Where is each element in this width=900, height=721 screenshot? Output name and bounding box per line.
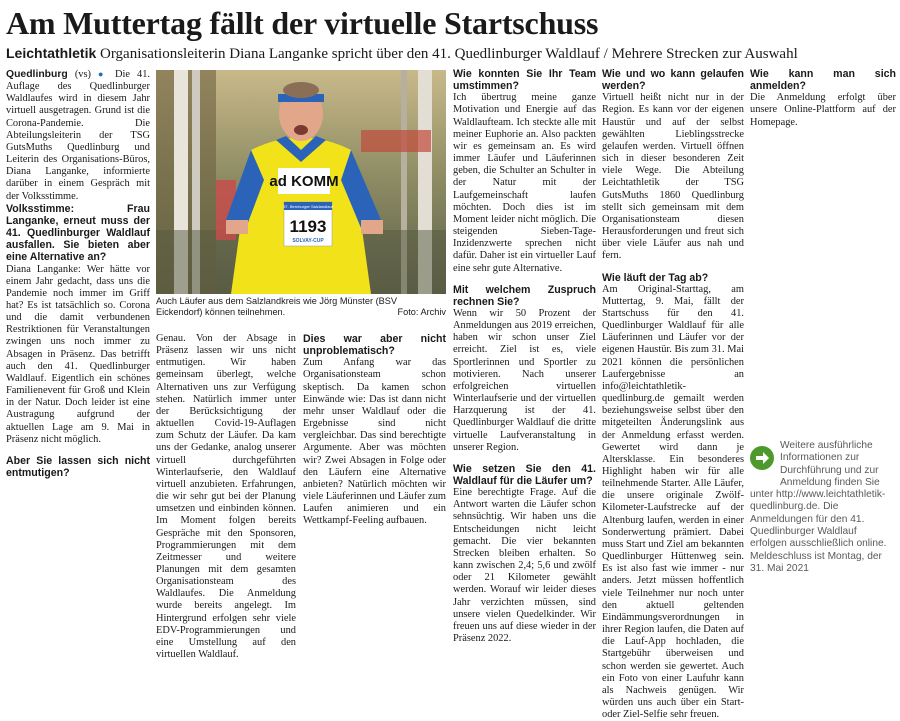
question-6: Wie setzen Sie den 41. Waldlauf für die Läufer um?	[453, 462, 596, 487]
question-8: Wie läuft der Tag ab?	[602, 271, 709, 284]
dateline-author: (vs)	[74, 69, 91, 80]
bib-sponsor: SOLVAY-CUP	[292, 238, 324, 244]
shirt-logo: ad KOMM	[269, 173, 339, 190]
answer-9: Die Anmeldung erfolgt über unsere Online-Plattform auf der Homepage.	[750, 92, 896, 128]
answer-1-text: Wer hätte vor einem Jahr gedacht, dass uns die Pandemie noch immer im Griff hat? Es ist tatsächlich so. Corona und die damit verbundenen Restriktionen für Veranstaltungen zwingen uns noch immer zu Absagen in Präsenz. Das betrifft auch den 41. Quedlinburger Waldlauf. Eigentlich ein schönes Familienevent für Groß und Klein in der Natur. Doch leider ist eine Austragung aufgrund der aktuellen Lage am 9. Mai in Präsenz nicht möglich.	[6, 263, 150, 445]
column-4	[453, 68, 596, 645]
caption-text: Auch Läufer aus dem Salzlandkreis wie Jörg Münster (BSV Eickendorf) können teilnehmen.	[156, 296, 398, 317]
column-1	[6, 68, 150, 576]
question-7: Wie und wo kann gelaufen werden?	[602, 68, 744, 93]
article-photo	[156, 70, 446, 294]
info-text: Weitere ausführliche Informationen zur Durchführung und zur Anmeldung finden Sie unter http://www.leichtathletik-quedlinburg.de. Die Anmeldungen für den 41. Quedlinburger Waldlauf erfolgen ausschließlich online. Meldeschluss ist Montag, der 31. Mai 2021	[750, 440, 887, 574]
question-1: Volksstimme: Frau Langanke, erneut muss der 41. Quedlinburger Waldlauf ausfallen. Sie bieten aber eine Alternative an?	[6, 202, 150, 264]
question-3: Dies war aber nicht unproblematisch?	[303, 333, 446, 358]
answer-6: Eine berechtigte Frage. Auf die Antwort warten die Läufer schon sehnsüchtig. Wir haben uns die Entscheidungen nicht leicht gemacht. Die vier bekannten Strecken bleiben erhalten. So kann zwischen 2,4; 5,6 und zwölf oder 21 Kilometer gewählt werden. Worauf wir leider dieses Jahr verzichten müssen, sind unsere vielen Quedelkinder. Wir freuen uns auf diese wieder in der Präsenz 2022.	[453, 487, 596, 645]
bib-number: 1193	[289, 217, 327, 236]
column-6	[750, 68, 896, 438]
headline: Am Muttertag fällt der virtuelle Startschuss	[6, 5, 599, 41]
answer-4: Ich übertrug meine ganze Motivation und Energie auf das Waldlaufteam. Ich steckte alle mit meiner Euphorie an. Also packten wir es gemeinsam an. Es wird immer Läufer und Läuferinnen geben, die Schulter an Schulter in der Natur mit der Laufgemeinschaft laufen möchten. Doch dies ist im Moment leider nicht möglich. Die steigenden Sieben-Tage-Inzidenzwerte sprechen nicht dafür. Daher ist ein virtueller Lauf eine sehr gute Alternative.	[453, 92, 596, 274]
intro-paragraph	[6, 68, 150, 203]
intro-text: Die 41. Auflage des Quedlinburger Waldlaufes wird in diesem Jahr virtuell ausgetragen. Grund ist die Corona-Pandemie. Die Abteilungsleiterin der TSG GutsMuths Quedlinburg und Leiterin des Organisations-Büros, Diana Langanke, informierte darüber in einem Gespräch mit der Volksstimme.	[6, 69, 150, 202]
question-4: Wie konnten Sie Ihr Team umstimmen?	[453, 68, 596, 93]
bib-header: 37. Bernburger Salzlandlauf	[283, 204, 333, 209]
info-box	[750, 440, 896, 575]
answer-3: Zum Anfang war das Organisationsteam schon skeptisch. Da kamen schon Einwände wie: Das ist dann nicht mehr unser Waldlauf oder die Ergebnisse sind nicht vergleichbar. Das sind berechtigte Argumente. Aber was möchten wir? Zwei Absagen in Folge oder den Läufern eine Alternative anbieten? Natürlich möchten wir viele Läuferinnen und Läufer zum Laufen animieren und ein Wettkampf-Feeling aufbauen.	[303, 357, 446, 527]
answer-7: Virtuell heißt nicht nur in der Region. Es kann vor der eigenen Haustür und auf der selbst gewählten Lieblingsstrecke gelaufen werden. Virtuell öffnen sich in dieser besonderen Zeit viele Wege. Die Abteilung Leichtathletik der TSG GutsMuths 1860 Quedlinburg stellt sich gemeinsam mit dem Organisationsteam diesen Herausforderungen und freut sich über viele Läufer aus nah und fern.	[602, 92, 744, 262]
runner-photo	[156, 70, 446, 294]
subheadline-text: Organisationsleiterin Diana Langanke spricht über den 41. Quedlinburger Waldlauf / Mehrere Strecken zur Auswahl	[100, 46, 798, 62]
answer-5: Wenn wir 50 Prozent der Anmeldungen aus 2019 erreichen, haben wir schon unser Ziel erreicht. Ziel ist es, viele Sportlerinnen und Sportler zu motivieren. Nach unserer erfolgreichen virtuellen Winterlaufserie und der virtuellen Harzquerung ist der 41. Quedlinburger Waldlauf die dritte virtuelle Laufveranstaltung in unserer Region.	[453, 307, 596, 453]
rubric-label: Leichtathletik	[6, 45, 97, 61]
answer-1-speaker: Diana Langanke:	[6, 263, 81, 275]
dateline-place: Quedlinburg	[6, 69, 68, 80]
dateline-dot-icon: ●	[98, 69, 108, 79]
arrow-right-icon	[750, 446, 774, 470]
answer-8: Am Original-Starttag, am Muttertag, 9. Mai, fällt der Startschuss für den 41. Quedlinburger Waldlauf für alle Läuferinnen und Läufer vor der eigenen Haustür. Bis zum 31. Mai 2021 können die persönlichen Laufergebnisse an info@leichtathletik-quedlinburg.de gemailt werden beziehungsweise selbst über den mitgeteilten Änderungslink aus der Anmeldung erfasst werden. Gewertet wird dann je Altersklasse. Ein besonderes Highlight haben wir für alle teilnehmende Starter. Alle Läufer, die unsere originale Zwölf-Kilometer-Laufstrecke auf der Altenburg laufen, werden in einer Sonderwertung prämiert. Dabei muss Start und Ziel am bekannten Quedlinburger Hüttenweg sein. Es ist also fast wie immer - nur anders. Jetzt müssen hoffentlich viele Teilnehmer nur noch unter den aktuell geltenden Eindämmungsverordnungen in ihrer Region laufen, die Daten auf die Lauf-App hochladen, die Startgebühr überweisen und schon werden sie gewertet. Auch ein Foto von einer Laufuhr kann als Nachweis genügen. Wir würden uns auch über ein Start- oder Ziel-Selfie sehr freuen.	[602, 283, 744, 721]
answer-2: Genau. Von der Absage in Präsenz lassen wir uns nicht entmutigen. Wir haben gemeinsam überlegt, welche Alternativen uns zur Verfügung stehen. Natürlich immer unter der Berücksichtigung der aktuellen Covid-19-Auflagen zum Schutz der Läufer. Da kam uns der Gedanke, analog unserer virtuell durchgeführten Winterlaufserie, den Waldlauf virtuell anzubieten. Erfahrungen, die wir sehr gut bei der Planung umsetzen und einbinden können. Im Moment folgen bereits Gespräche mit den Sponsoren, Programmierungen mit dem Zeitmesser und weitere Planungen mit dem gesamten Organisationsteam des Waldlaufes. Die Anmeldung wurde bereits angelegt. Im Hintergrund erfolgen sehr viele EDV-Programmierungen und eine Umstellung auf den virtuellen Waldlauf.	[156, 333, 296, 661]
question-5: Mit welchem Zuspruch rechnen Sie?	[453, 283, 596, 308]
question-2: Aber Sie lassen sich nicht entmutigen?	[6, 454, 150, 479]
subheadline	[6, 44, 896, 63]
answer-1	[6, 264, 150, 446]
photo-credit: Foto: Archiv	[397, 307, 446, 317]
column-2-text	[156, 333, 296, 661]
photo-caption	[156, 296, 446, 318]
question-9: Wie kann man sich anmelden?	[750, 68, 896, 93]
column-3	[303, 333, 446, 574]
column-5	[602, 68, 744, 721]
